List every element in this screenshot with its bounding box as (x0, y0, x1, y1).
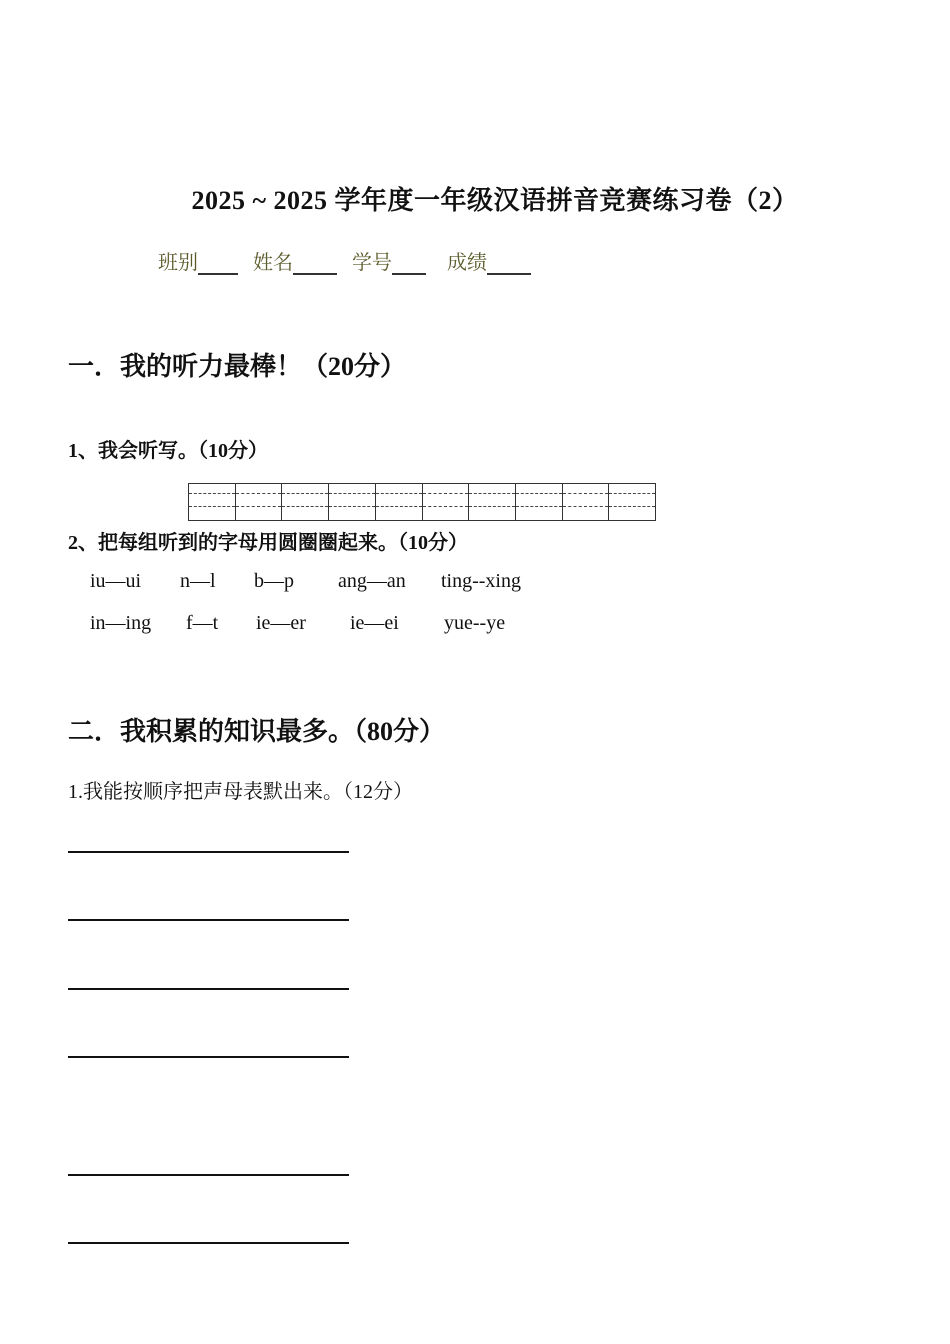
grid-cell[interactable] (469, 484, 516, 520)
answer-line[interactable] (68, 988, 349, 990)
score-label: 成绩 (447, 252, 487, 274)
number-label: 学号 (352, 252, 392, 274)
pinyin-pair[interactable]: b—p (254, 570, 294, 592)
pinyin-pair[interactable]: n—l (180, 570, 216, 592)
question-1-1: 1、我会听写。（10分） (68, 440, 268, 462)
grid-cell[interactable] (423, 484, 470, 520)
pinyin-pair[interactable]: yue--ye (444, 612, 506, 634)
grid-cell[interactable] (329, 484, 376, 520)
name-blank[interactable] (293, 253, 337, 275)
answer-line[interactable] (68, 851, 349, 853)
pinyin-pair[interactable]: ang—an (338, 570, 406, 592)
grid-cell[interactable] (376, 484, 423, 520)
pinyin-pair[interactable]: ie—ei (350, 612, 399, 634)
student-info (158, 246, 541, 275)
grid-cell[interactable] (189, 484, 236, 520)
dictation-grid[interactable] (188, 483, 656, 521)
score-blank[interactable] (487, 253, 531, 275)
page-title: 2025 ~ 2025 学年度一年级汉语拼音竞赛练习卷（2） (191, 186, 799, 215)
question-1-2: 2、把每组听到的字母用圆圈圈起来。（10分） (68, 532, 468, 554)
class-blank[interactable] (198, 253, 238, 275)
answer-line[interactable] (68, 1056, 349, 1058)
pinyin-pair[interactable]: ting--xing (441, 570, 521, 592)
question-2-1: 1.我能按顺序把声母表默出来。（12分） (68, 781, 413, 803)
grid-cell[interactable] (563, 484, 610, 520)
grid-cell[interactable] (282, 484, 329, 520)
name-label: 姓名 (253, 252, 293, 274)
pinyin-pair[interactable]: ie—er (256, 612, 306, 634)
grid-cell[interactable] (236, 484, 283, 520)
number-blank[interactable] (392, 253, 426, 275)
answer-line[interactable] (68, 919, 349, 921)
answer-line[interactable] (68, 1242, 349, 1244)
section2-heading: 二．我积累的知识最多。（80分） (68, 717, 446, 746)
grid-cell[interactable] (609, 484, 655, 520)
answer-line[interactable] (68, 1174, 349, 1176)
pinyin-pair[interactable]: f—t (186, 612, 219, 634)
class-label: 班别 (158, 252, 198, 274)
section1-heading: 一．我的听力最棒！（20分） (68, 352, 407, 381)
pinyin-pair[interactable]: in—ing (90, 612, 152, 634)
pinyin-pair[interactable]: iu—ui (90, 570, 142, 592)
grid-cell[interactable] (516, 484, 563, 520)
